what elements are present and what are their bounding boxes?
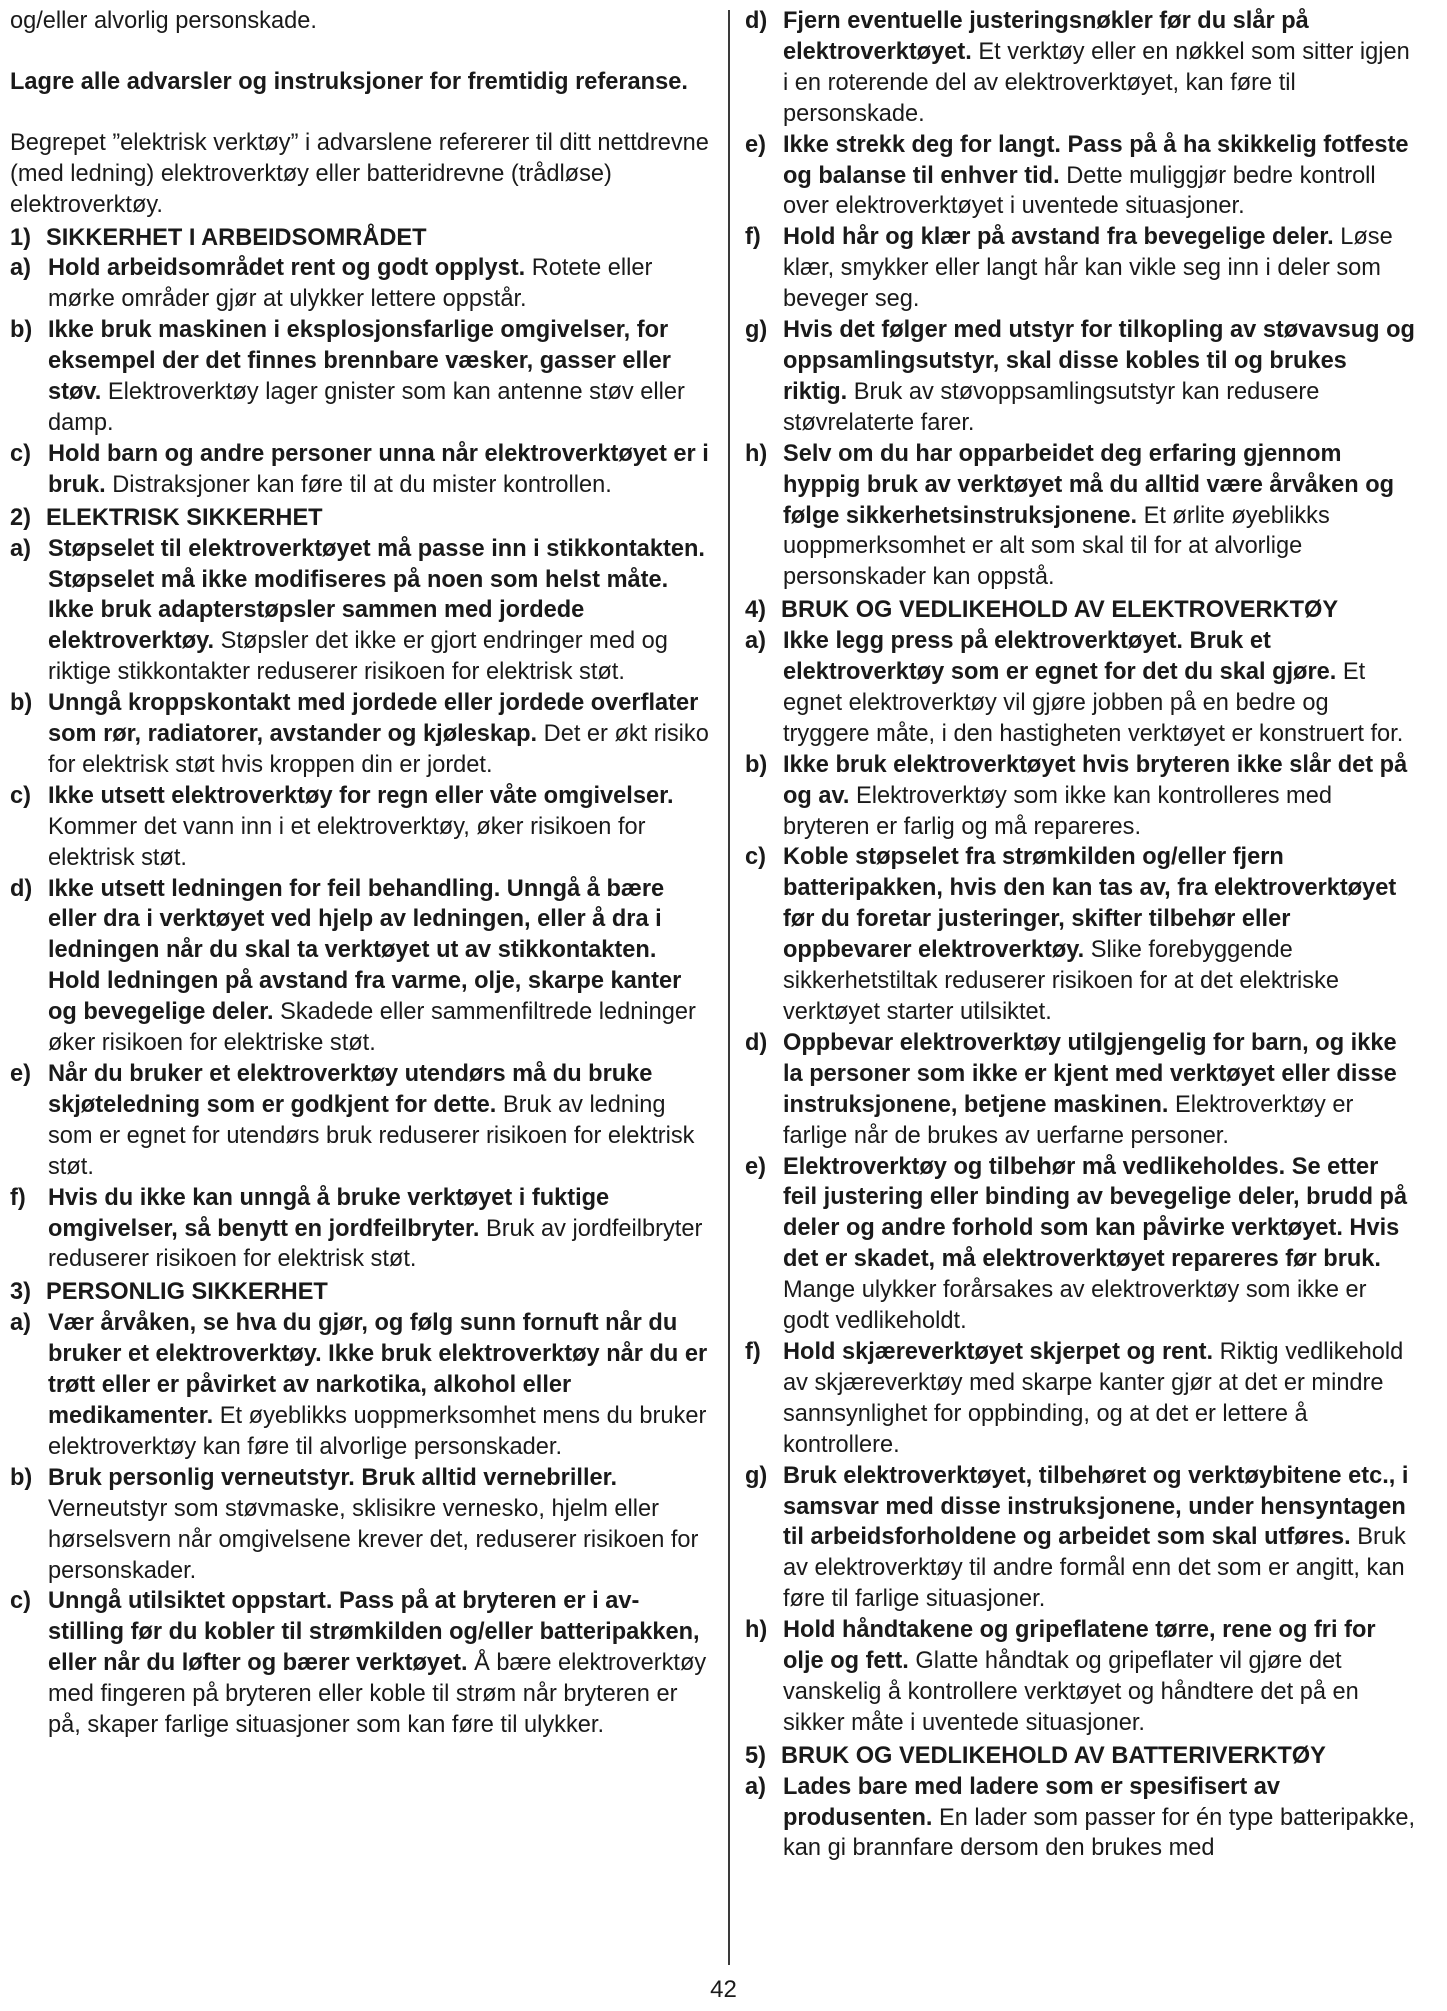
- item-instruction: Unngå utilsiktet oppstart. Pass på at bryteren er i av-stilling før du kobler til strømkilden og/eller batteripakken, eller når du løfter og bærer verktøyet.: [48, 1588, 700, 1677]
- item-label: g): [745, 1462, 768, 1489]
- item-label: e): [745, 131, 766, 158]
- item-instruction: Elektroverktøy og tilbehør må vedlikeholdes. Se etter feil justering eller binding av bevegelige deler, brudd på deler og andre forhold som kan påvirke verktøyet. Hvis det er skadet, må elektroverktøyet repareres før bruk.: [783, 1153, 1408, 1273]
- item-instruction: Hold håndtakene og gripeflatene tørre, rene og fri for olje og fett.: [783, 1617, 1376, 1675]
- list-item: [10, 1463, 712, 1587]
- item-explanation: Rotete eller mørke områder gjør at ulykker lettere oppstår.: [48, 255, 653, 313]
- item-instruction: Oppbevar elektroverktøy utilgjengelig for barn, og ikke la personer som ikke er kjent med verktøyet eller disse instruksjonene, betjene maskinen.: [783, 1029, 1397, 1118]
- store-instructions-note: Lagre alle advarsler og instruksjoner for fremtidig referanse.: [10, 68, 688, 95]
- list-item: [10, 315, 712, 439]
- item-label: a): [10, 535, 31, 562]
- item-label: e): [745, 1153, 766, 1180]
- item-explanation: Elektroverktøy er farlige når de brukes av uerfarne personer.: [783, 1091, 1354, 1149]
- list-item: [10, 439, 712, 501]
- item-instruction: Hold barn og andre personer unna når elektroverktøyet er i bruk.: [48, 440, 709, 498]
- item-instruction: Ikke utsett ledningen for feil behandling. Unngå å bære eller dra i verktøyet ved hjelp av ledningen, eller å dra i ledningen når du skal ta verktøyet ut av stikkontakten. Hold ledningen på avstand fra varme, olje, skarpe kanter og bevegelige deler.: [48, 875, 682, 1026]
- list-item: [745, 439, 1417, 594]
- item-label: c): [10, 440, 31, 467]
- list-item: [745, 1028, 1417, 1152]
- item-label: e): [10, 1061, 31, 1087]
- item-explanation: Bruk av ledning som er egnet for utendørs bruk reduserer risikoen for elektrisk støt.: [48, 1091, 695, 1180]
- item-label: f): [10, 1184, 26, 1211]
- item-explanation: Skadede eller sammenfiltrede ledninger øker risikoen for elektriske støt.: [48, 999, 696, 1057]
- item-label: b): [10, 1464, 33, 1491]
- item-explanation: Elektroverktøy som ikke kan kontrolleres med bryteren er farlig og må repareres.: [783, 782, 1332, 840]
- item-instruction: Bruk elektroverktøyet, tilbehøret og verktøybitene etc., i samsvar med disse instruksjonene, under hensyntagen til arbeidsforholdene og arbeidet som skal utføres.: [783, 1462, 1409, 1551]
- list-item: [745, 130, 1417, 223]
- item-instruction: Når du bruker et elektroverktøy utendørs må du bruke skjøteledning som er godkjent for dette.: [48, 1061, 653, 1118]
- item-explanation: Bruk av elektroverktøy til andre formål enn det som er angitt, kan føre til farlige situasjoner.: [783, 1524, 1406, 1613]
- list-item: [10, 534, 712, 689]
- item-explanation: Mange ulykker forårsakes av elektroverktøy som ikke er godt vedlikeholdt.: [783, 1277, 1367, 1335]
- item-label: b): [10, 690, 33, 717]
- page-number: 42: [710, 1976, 737, 2003]
- list-item: [745, 842, 1417, 1027]
- item-label: f): [745, 1338, 761, 1365]
- list-item: [10, 253, 712, 315]
- list-item: [745, 1772, 1417, 1865]
- item-instruction: Koble støpselet fra strømkilden og/eller fjern batteripakken, hvis den kan tas av, fra elektroverktøyet før du foretar justeringer, skifter tilbehør eller oppbevarer elektroverktøy.: [783, 844, 1397, 964]
- section-heading-5: 5) BRUK OG VEDLIKEHOLD AV BATTERIVERKTØY: [745, 1742, 1326, 1769]
- item-instruction: Hold hår og klær på avstand fra bevegelige deler.: [783, 224, 1334, 251]
- section-1-items: [10, 253, 712, 500]
- item-explanation: Slike forebyggende sikkerhetstiltak reduserer risikoen for at det elektriske verktøyet starter utilsiktet.: [783, 937, 1339, 1025]
- item-explanation: Et verktøy eller en nøkkel som sitter igjen i en roterende del av elektroverktøyet, kan føre til personskade.: [783, 38, 1410, 127]
- item-label: f): [745, 224, 761, 251]
- list-item: [745, 626, 1417, 750]
- item-instruction: Ikke strekk deg for langt. Pass på å ha skikkelig fotfeste og balanse til enhver tid.: [783, 131, 1409, 189]
- item-label: a): [745, 628, 766, 655]
- section-heading-4: 4) BRUK OG VEDLIKEHOLD AV ELEKTROVERKTØY: [745, 597, 1339, 624]
- right-column: [745, 6, 1417, 1864]
- item-explanation: Bruk av jordfeilbryter reduserer risikoen for elektrisk støt.: [48, 1215, 703, 1273]
- item-instruction: Ikke bruk maskinen i eksplosjonsfarlige omgivelser, for eksempel der det finnes brennbare væsker, gasser eller støv.: [48, 317, 671, 406]
- left-column: [10, 6, 712, 1741]
- item-explanation: En lader som passer for én type batteripakke, kan gi brannfare dersom den brukes med: [783, 1804, 1416, 1862]
- item-instruction: Fjern eventuelle justeringsnøkler før du slår på elektroverktøyet.: [783, 8, 1309, 65]
- list-item: [745, 1337, 1417, 1461]
- item-label: d): [745, 1029, 768, 1056]
- intro-continuation: og/eller alvorlig personskade.: [10, 8, 317, 34]
- item-instruction: Støpselet til elektroverktøyet må passe inn i stikkontakten. Støpselet må ikke modifiseres på noen som helst måte. Ikke bruk adapterstøpsler sammen med jordede elektroverktøy.: [48, 535, 705, 655]
- item-label: c): [10, 782, 31, 809]
- list-item: [10, 1308, 712, 1463]
- item-instruction: Hvis det følger med utstyr for tilkopling av støvavsug og oppsamlingsutstyr, skal disse kobles til og brukes riktig.: [783, 317, 1415, 405]
- definition-paragraph: Begrepet ”elektrisk verktøy” i advarslene refererer til ditt nettdrevne (med ledning) elektroverktøy eller batteridrevne (trådløse) elektroverktøy.: [10, 129, 709, 218]
- section-3-items-continued: [745, 6, 1417, 593]
- item-explanation: Et øyeblikks uoppmerksomhet mens du bruker elektroverktøy kan føre til alvorlige personskader.: [48, 1402, 707, 1460]
- item-label: d): [745, 8, 768, 34]
- item-explanation: Dette muliggjør bedre kontroll over elektroverktøyet i uventede situasjoner.: [783, 162, 1376, 220]
- item-label: c): [745, 844, 766, 871]
- item-label: a): [745, 1773, 766, 1800]
- list-item: [745, 1615, 1417, 1739]
- item-instruction: Selv om du har opparbeidet deg erfaring gjennom hyppig bruk av verktøyet må du alltid være årvåken og følge sikkerhetsinstruksjonene.: [783, 440, 1395, 529]
- section-2-items: [10, 534, 712, 1276]
- item-explanation: Distraksjoner kan føre til at du mister kontrollen.: [105, 471, 612, 498]
- item-instruction: Ikke utsett elektroverktøy for regn eller våte omgivelser.: [48, 782, 674, 809]
- item-explanation: Riktig vedlikehold av skjæreverktøy med skarpe kanter gjør at det er mindre sannsynlighet for oppbinding, og at det er lettere å kontrollere.: [783, 1338, 1404, 1458]
- item-explanation: Et ørlite øyeblikks uoppmerksomhet er alt som skal til for at alvorlige personskader kan oppstå.: [783, 502, 1330, 591]
- section-heading-2: 2) ELEKTRISK SIKKERHET: [10, 504, 323, 531]
- item-instruction: Ikke bruk elektroverktøyet hvis bryteren ikke slår det på og av.: [783, 751, 1408, 809]
- list-item: [10, 874, 712, 1059]
- item-explanation: Løse klær, smykker eller langt hår kan vikle seg inn i deler som beveger seg.: [783, 224, 1393, 313]
- item-explanation: Glatte håndtak og gripeflater vil gjøre det vanskelig å kontrollere verktøyet og håndtere det på en sikker måte i uventede situasjoner.: [783, 1648, 1359, 1736]
- list-item: [745, 315, 1417, 439]
- item-label: c): [10, 1588, 31, 1615]
- item-instruction: Bruk personlig verneutstyr. Bruk alltid vernebriller.: [48, 1464, 618, 1491]
- section-3-items: [10, 1308, 712, 1741]
- item-explanation: Å bære elektroverktøy med fingeren på bryteren eller koble til strøm når bryteren er på, skaper farlige situasjoner som kan føre til ulykker.: [48, 1650, 707, 1739]
- item-instruction: Lades bare med ladere som er spesifisert av produsenten.: [783, 1773, 1281, 1831]
- list-item: [10, 1586, 712, 1741]
- item-instruction: Ikke legg press på elektroverktøyet. Bruk et elektroverktøy som er egnet for det du skal gjøre.: [783, 628, 1337, 686]
- item-explanation: Verneutstyr som støvmaske, sklisikre vernesko, hjelm eller hørselsvern når omgivelsene krever det, reduserer risikoen for personskader.: [48, 1495, 699, 1584]
- list-item: [10, 1059, 712, 1183]
- column-divider: [728, 10, 730, 1965]
- item-label: a): [10, 1310, 31, 1337]
- list-item: [745, 222, 1417, 315]
- list-item: [10, 1183, 712, 1276]
- list-item: [745, 6, 1417, 130]
- item-explanation: Bruk av støvoppsamlingsutstyr kan redusere støvrelaterte farer.: [783, 378, 1320, 436]
- list-item: [745, 1461, 1417, 1616]
- item-label: b): [10, 317, 33, 344]
- item-label: b): [745, 751, 768, 778]
- item-instruction: Unngå kroppskontakt med jordede eller jordede overflater som rør, radiatorer, avstander og kjøleskap.: [48, 690, 699, 748]
- section-4-items: [745, 626, 1417, 1739]
- item-explanation: Elektroverktøy lager gnister som kan antenne støv eller damp.: [48, 379, 685, 436]
- list-item: [10, 688, 712, 781]
- item-label: d): [10, 875, 33, 902]
- item-label: h): [745, 1617, 768, 1644]
- item-instruction: Vær årvåken, se hva du gjør, og følg sunn fornuft når du bruker et elektroverktøy. Ikke bruk elektroverktøy når du er trøtt eller er påvirket av narkotika, alkohol eller medikamenter.: [48, 1310, 708, 1429]
- item-explanation: Kommer det vann inn i et elektroverktøy, øker risikoen for elektrisk støt.: [48, 813, 646, 871]
- item-label: h): [745, 440, 768, 467]
- item-instruction: Hold skjæreverktøyet skjerpet og rent.: [783, 1338, 1214, 1365]
- item-instruction: Hvis du ikke kan unngå å bruke verktøyet i fuktige omgivelser, så benytt en jordfeilbryter.: [48, 1184, 610, 1242]
- section-5-items: [745, 1772, 1417, 1865]
- item-instruction: Hold arbeidsområdet rent og godt opplyst.: [48, 255, 526, 282]
- section-heading-1: 1) SIKKERHET I ARBEIDSOMRÅDET: [10, 224, 427, 251]
- list-item: [745, 750, 1417, 843]
- section-heading-3: 3) PERSONLIG SIKKERHET: [10, 1279, 328, 1306]
- list-item: [10, 781, 712, 874]
- item-label: a): [10, 255, 31, 282]
- item-explanation: Et egnet elektroverktøy vil gjøre jobben på en bedre og tryggere måte, i den hastigheten verktøyet er konstruert for.: [783, 659, 1404, 747]
- list-item: [745, 1152, 1417, 1337]
- item-explanation: Det er økt risiko for elektrisk støt hvis kroppen din er jordet.: [48, 721, 709, 778]
- item-explanation: Støpsler det ikke er gjort endringer med og riktige stikkontakter reduserer risikoen for elektrisk støt.: [48, 628, 668, 686]
- item-label: g): [745, 317, 768, 344]
